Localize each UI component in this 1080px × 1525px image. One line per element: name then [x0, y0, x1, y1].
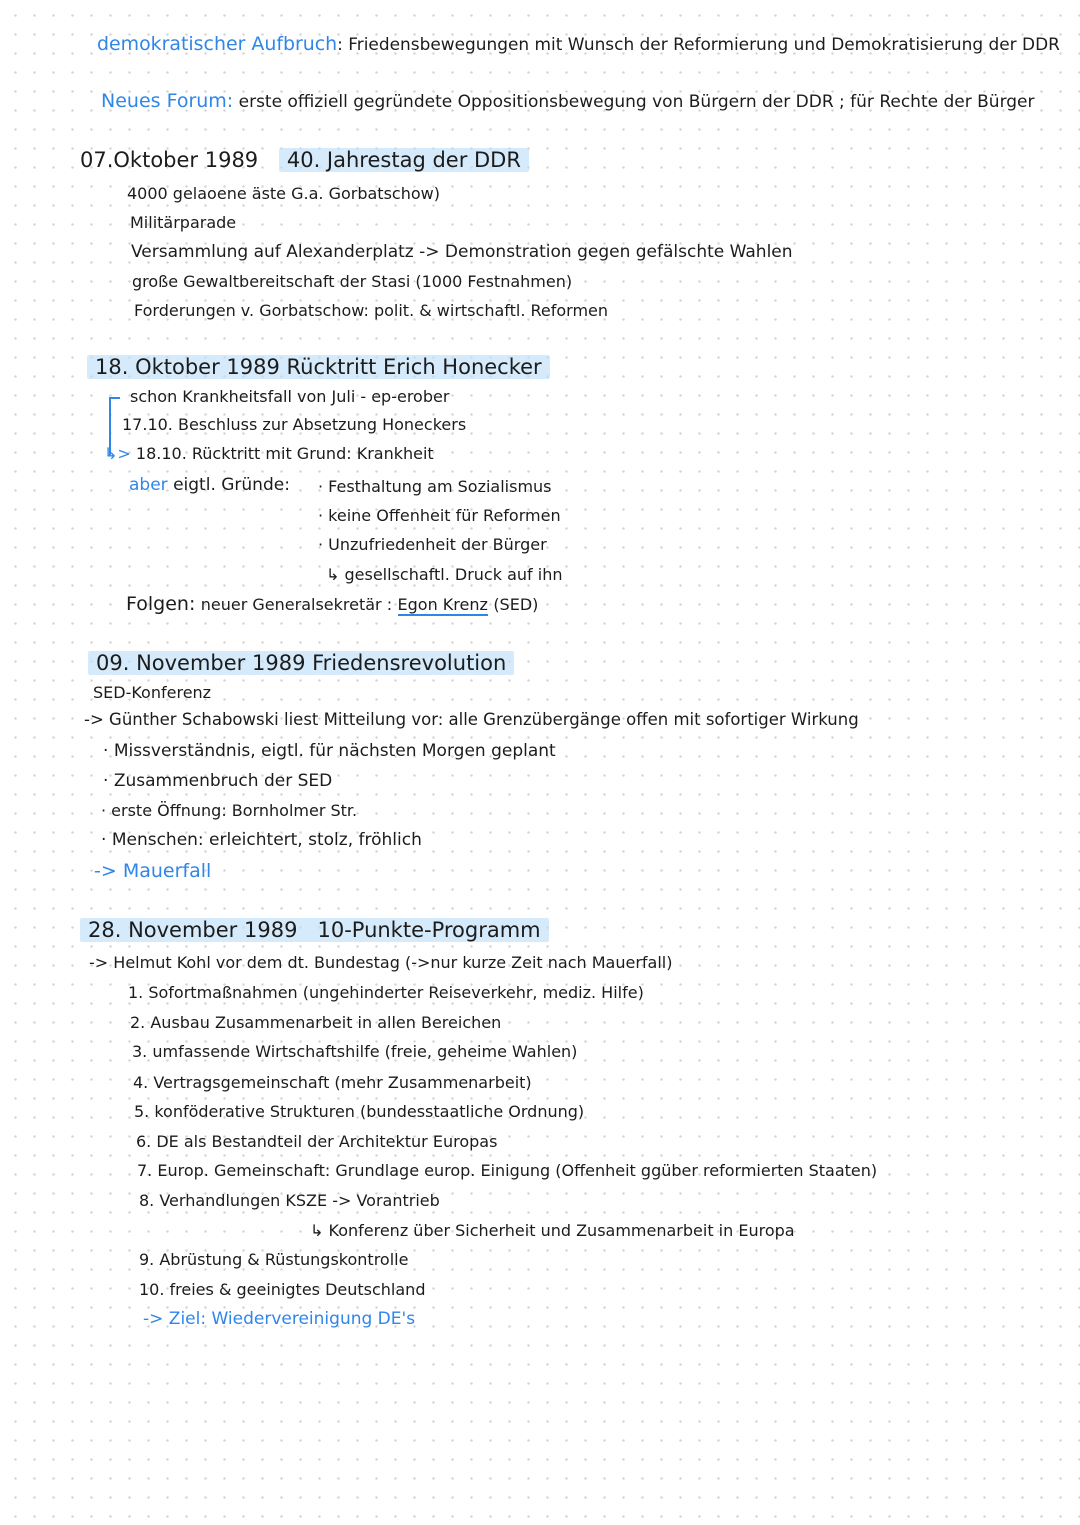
arrow-right-icon: -> [143, 1309, 164, 1329]
nov9-point-2: · Zusammenbruch der SED [103, 771, 333, 791]
gruende-label: eigtl. Gründe: [173, 475, 290, 495]
arrow-right-icon: -> [94, 860, 117, 882]
gruende-item-2: · keine Offenheit für Reformen [318, 506, 561, 525]
nov28-ziel-line [143, 1308, 415, 1330]
nov28-item-3: 3. umfassende Wirtschaftshilfe (freie, geheime Wahlen) [132, 1042, 578, 1061]
oct7-title: 40. Jahrestag der DDR [279, 148, 529, 172]
nov28-heading [80, 919, 549, 941]
nov9-heading-text: 09. November 1989 Friedensrevolution [88, 651, 514, 675]
arrow-down-right-icon: ↳ [310, 1221, 324, 1240]
intro-aufbruch-line [97, 33, 1060, 56]
arrow-right-icon: ↳> [104, 444, 131, 463]
nov9-point-3-text: erste Öffnung: Bornholmer Str. [111, 801, 358, 820]
nov28-item-2: 2. Ausbau Zusammenarbeit in allen Bereichen [130, 1013, 502, 1032]
oct18-gruende-line [129, 474, 290, 496]
gruende-item-2-text: keine Offenheit für Reformen [328, 506, 561, 525]
nov28-ziel: Ziel: Wiedervereinigung DE's [168, 1309, 416, 1329]
nov9-point-4: · Menschen: erleichtert, stolz, fröhlich [101, 830, 422, 850]
oct18-heading [87, 356, 550, 378]
kskze-note-text: Konferenz über Sicherheit und Zusammenarbeit in Europa [328, 1221, 795, 1240]
oct7-date: 07.Oktober 1989 [80, 148, 259, 172]
folgen-line [126, 593, 538, 616]
druck-line [326, 564, 562, 586]
aber-label: aber [129, 475, 168, 495]
forum-term: Neues Forum: [101, 90, 234, 112]
arrow-right-icon: -> [84, 710, 104, 729]
nov9-heading [88, 652, 514, 674]
intro-forum-line [101, 90, 1035, 113]
gruende-item-1-text: Festhaltung am Sozialismus [328, 477, 552, 496]
nov28-intro-line [89, 952, 672, 974]
nov9-point-1: · Missverständnis, eigtl. für nächsten Morgen geplant [103, 741, 556, 761]
arrow-right-icon: -> [89, 953, 109, 972]
aufbruch-text: : Friedensbewegungen mit Wunsch der Reformierung und Demokratisierung der DDR [337, 35, 1060, 55]
oct7-line-3: Versammlung auf Alexanderplatz -> Demonstration gegen gefälschte Wahlen [131, 242, 793, 262]
folgen-label: Folgen: [126, 593, 196, 615]
nov9-mauerfall-line [94, 860, 211, 882]
nov9-point-3: · erste Öffnung: Bornholmer Str. [101, 801, 358, 820]
forum-text: erste offiziell gegründete Oppositionsbewegung von Bürgern der DDR ; für Rechte der Bürger [238, 92, 1035, 112]
aufbruch-term: demokratischer Aufbruch [97, 33, 338, 55]
oct7-line-4: große Gewaltbereitschaft der Stasi (1000 Festnahmen) [132, 272, 573, 291]
nov9-point-2-text: Zusammenbruch der SED [113, 771, 333, 791]
oct18-heading-text: 18. Oktober 1989 Rücktritt Erich Honecker [87, 355, 550, 379]
gruende-item-1: · Festhaltung am Sozialismus [318, 477, 552, 496]
nov28-date: 28. November 1989 [88, 918, 298, 942]
nov9-mauerfall: Mauerfall [122, 860, 212, 882]
gruende-item-3-text: Unzufriedenheit der Bürger [328, 535, 547, 554]
gruende-item-3: · Unzufriedenheit der Bürger [318, 535, 547, 554]
oct18-line-1: schon Krankheitsfall von Juli - ep-erober [130, 387, 450, 406]
nov28-intro-text: Helmut Kohl vor dem dt. Bundestag (->nur kurze Zeit nach Mauerfall) [113, 953, 673, 972]
kskze-note-line [310, 1220, 795, 1242]
nov28-item-9: 9. Abrüstung & Rüstungskontrolle [139, 1250, 409, 1269]
nov28-item-5: 5. konföderative Strukturen (bundesstaatliche Ordnung) [134, 1102, 585, 1121]
druck-text: gesellschaftl. Druck auf ihn [344, 565, 563, 584]
oct7-line-2: Militärparade [130, 213, 237, 232]
krenz-party: (SED) [493, 595, 539, 614]
folgen-text: neuer Generalsekretär : [200, 595, 393, 614]
nov9-schabowski-line [84, 709, 859, 731]
oct18-line-2: 17.10. Beschluss zur Absetzung Honeckers [122, 415, 467, 434]
nov28-item-10: 10. freies & geeinigtes Deutschland [139, 1280, 426, 1299]
nov9-point-1-text: Missverständnis, eigtl. für nächsten Morgen geplant [113, 741, 556, 761]
nov28-title: 10-Punkte-Programm [317, 918, 541, 942]
nov28-item-7: 7. Europ. Gemeinschaft: Grundlage europ. Einigung (Offenheit ggüber reformierten Staaten) [137, 1161, 878, 1180]
nov28-heading-text [80, 918, 549, 942]
oct7-line-1: 4000 gelaoene äste G.a. Gorbatschow) [127, 184, 440, 203]
arrow-down-right-icon: ↳ [326, 565, 340, 584]
nov9-point-4-text: Menschen: erleichtert, stolz, fröhlich [111, 830, 422, 850]
nov28-item-4: 4. Vertragsgemeinschaft (mehr Zusammenarbeit) [133, 1073, 532, 1092]
nov9-schabowski-text: Günther Schabowski liest Mitteilung vor: alle Grenzübergänge offen mit sofortiger Wirkung [109, 710, 859, 729]
nov28-item-1: 1. Sofortmaßnahmen (ungehinderter Reiseverkehr, mediz. Hilfe) [128, 983, 644, 1002]
nov28-item-6: 6. DE als Bestandteil der Architektur Europas [136, 1132, 498, 1151]
oct18-line-3-text: 18.10. Rücktritt mit Grund: Krankheit [135, 444, 434, 463]
nov28-item-8: 8. Verhandlungen KSZE -> Vorantrieb [139, 1191, 440, 1210]
oct18-line-3 [104, 443, 434, 465]
krenz-name: Egon Krenz [397, 595, 488, 614]
oct7-line-5: Forderungen v. Gorbatschow: polit. & wirtschaftl. Reformen [134, 301, 609, 320]
oct7-heading [80, 149, 529, 171]
nov9-konferenz: SED-Konferenz [93, 683, 212, 702]
